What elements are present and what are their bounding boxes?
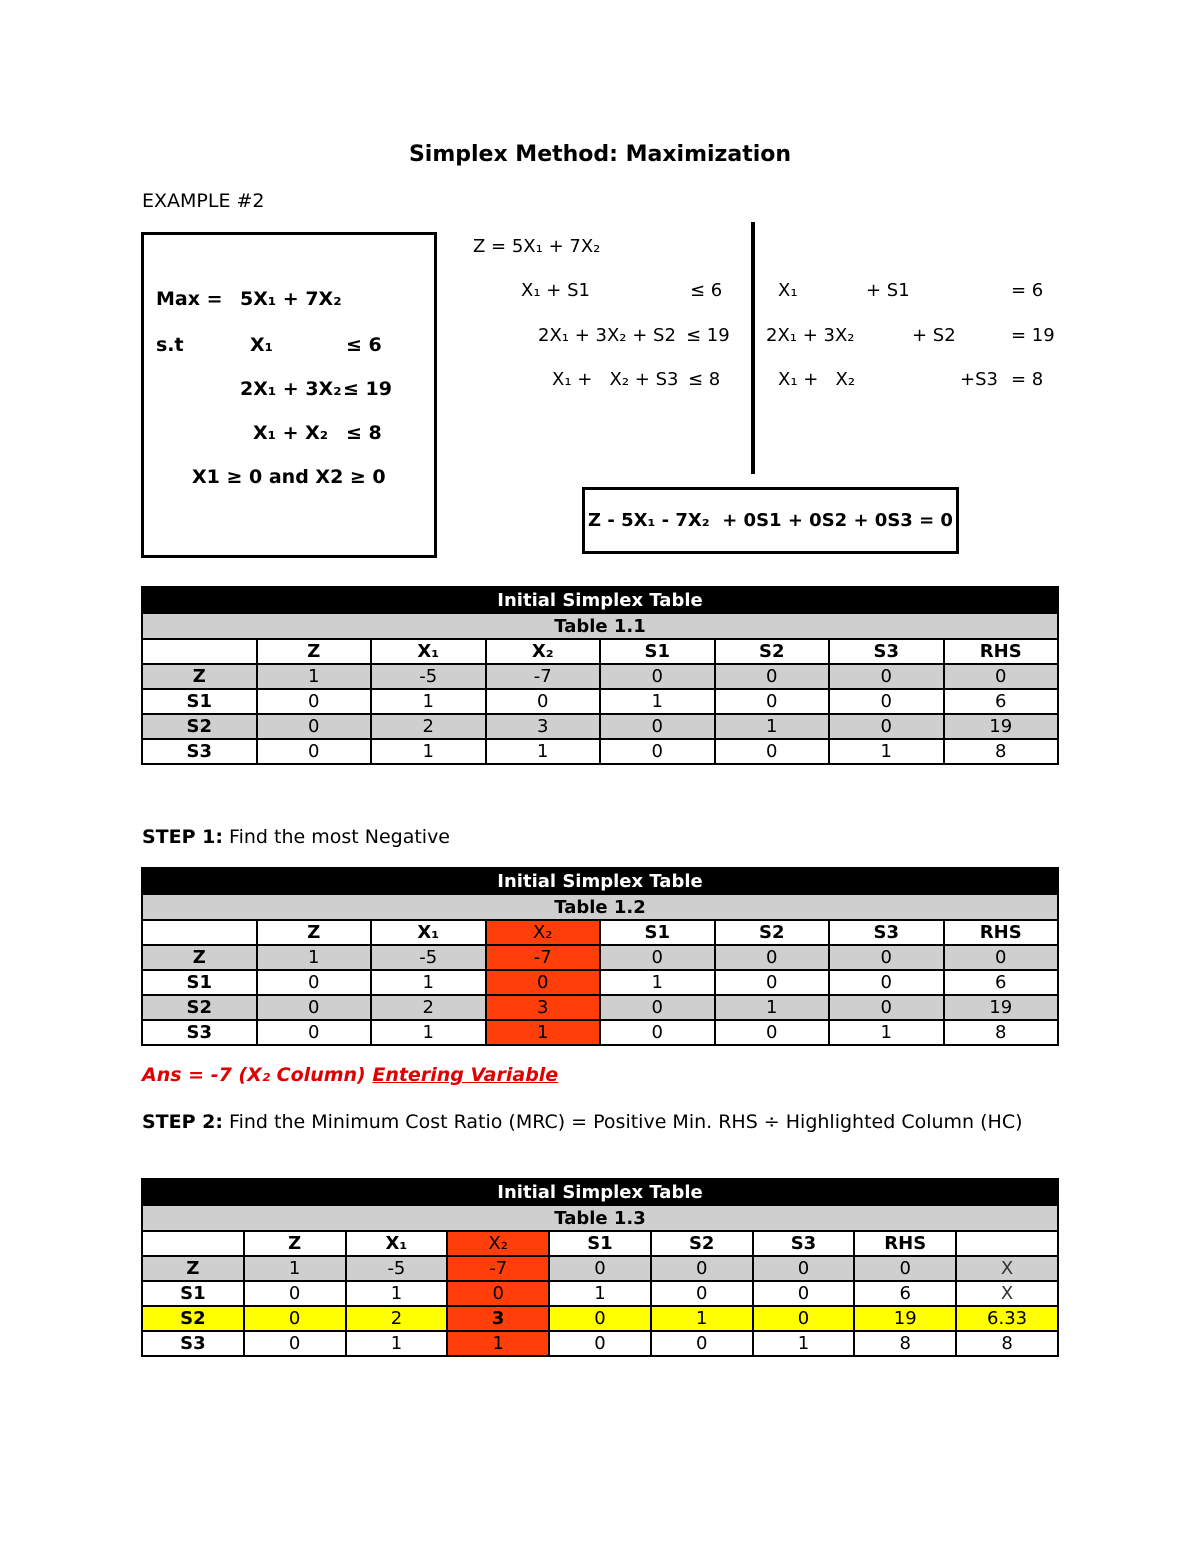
cell: 2 (371, 995, 486, 1020)
cell: 1 (486, 1020, 601, 1045)
std-row3-c: = 8 (1011, 369, 1044, 390)
cell: 0 (944, 664, 1059, 689)
constraint3-rhs: ≤ 8 (346, 422, 382, 444)
cell: 0 (549, 1331, 651, 1356)
cell: 0 (829, 970, 944, 995)
cell: 1 (244, 1256, 346, 1281)
cell: 0 (829, 714, 944, 739)
objective-label: Max = (156, 288, 223, 310)
header-cell (142, 639, 257, 664)
cell: 0 (829, 664, 944, 689)
std-row2-a: 2X₁ + 3X₂ (766, 325, 855, 346)
row-label: S2 (142, 714, 257, 739)
row-label: Z (142, 664, 257, 689)
ratio-cell: X (956, 1281, 1058, 1306)
cell: 0 (829, 995, 944, 1020)
row-label: S3 (142, 1331, 244, 1356)
cell: 0 (600, 945, 715, 970)
pivot-cell: 3 (447, 1306, 549, 1331)
row-label: S1 (142, 970, 257, 995)
cell: -7 (447, 1256, 549, 1281)
cell: 1 (715, 714, 830, 739)
cell: 1 (346, 1281, 448, 1306)
header-cell (142, 1231, 244, 1256)
step2-label: STEP 2: (142, 1111, 223, 1133)
cell: 0 (257, 714, 372, 739)
table-row (142, 739, 1058, 764)
cell: 8 (944, 1020, 1059, 1045)
cell: 19 (854, 1306, 956, 1331)
constraint2-rhs: ≤ 19 (343, 378, 392, 400)
header-cell: X₂ (486, 639, 601, 664)
row-label: S1 (142, 689, 257, 714)
cell: 2 (371, 714, 486, 739)
cell: 0 (715, 689, 830, 714)
header-cell: X₁ (346, 1231, 448, 1256)
header-cell (142, 920, 257, 945)
cell: 0 (600, 995, 715, 1020)
slack-line2-rhs: ≤ 19 (686, 325, 730, 346)
table-subcaption: Table 1.2 (142, 894, 1058, 920)
slack-line1-rhs: ≤ 6 (690, 280, 723, 301)
simplex-table-1-3 (141, 1178, 1059, 1357)
cell: 1 (371, 970, 486, 995)
cell: -5 (371, 945, 486, 970)
ratio-cell: 8 (956, 1331, 1058, 1356)
header-cell: S3 (829, 920, 944, 945)
cell: 1 (829, 1020, 944, 1045)
slack-line3: X₁ + X₂ + S3 (552, 369, 679, 390)
cell: 1 (371, 1020, 486, 1045)
cell: 0 (244, 1306, 346, 1331)
row-label: S2 (142, 995, 257, 1020)
cell: 0 (715, 739, 830, 764)
std-row3-b: +S3 (960, 369, 998, 390)
cell: 0 (549, 1256, 651, 1281)
cell: 3 (486, 714, 601, 739)
step1-text: Find the most Negative (222, 826, 451, 848)
cell: 1 (346, 1331, 448, 1356)
cell: 1 (600, 689, 715, 714)
cell: 0 (257, 995, 372, 1020)
header-cell: Z (257, 639, 372, 664)
cell: 1 (829, 739, 944, 764)
table-row (142, 970, 1058, 995)
table-row (142, 1020, 1058, 1045)
std-row1-a: X₁ (778, 280, 798, 301)
constraint1-rhs: ≤ 6 (346, 334, 382, 356)
cell: 0 (257, 739, 372, 764)
header-cell (956, 1231, 1058, 1256)
header-cell: S3 (829, 639, 944, 664)
ratio-cell: X (956, 1256, 1058, 1281)
cell: 0 (651, 1331, 753, 1356)
ratio-cell: 6.33 (956, 1306, 1058, 1331)
std-row2-b: + S2 (912, 325, 956, 346)
cell: 6 (944, 970, 1059, 995)
header-cell: S3 (753, 1231, 855, 1256)
cell: 3 (486, 995, 601, 1020)
cell: 0 (753, 1256, 855, 1281)
row-label: S3 (142, 739, 257, 764)
cell: 0 (829, 945, 944, 970)
cell: -5 (346, 1256, 448, 1281)
row-label: S3 (142, 1020, 257, 1045)
cell: 8 (854, 1331, 956, 1356)
cell: 1 (447, 1331, 549, 1356)
header-cell: X₁ (371, 920, 486, 945)
cell: 0 (600, 739, 715, 764)
cell: 0 (715, 664, 830, 689)
cell: 1 (486, 739, 601, 764)
cell: 0 (244, 1331, 346, 1356)
row-label: Z (142, 1256, 244, 1281)
cell: 8 (944, 739, 1059, 764)
cell: 0 (753, 1306, 855, 1331)
cell: 1 (371, 689, 486, 714)
table-caption: Initial Simplex Table (142, 587, 1058, 613)
cell: 19 (944, 714, 1059, 739)
pivot-row (142, 1306, 1058, 1331)
table-row (142, 1331, 1058, 1356)
simplex-table-1-1 (141, 586, 1059, 765)
cell: 0 (651, 1281, 753, 1306)
cell: 0 (944, 945, 1059, 970)
table-row (142, 995, 1058, 1020)
answer-note (142, 1064, 558, 1086)
cell: 1 (715, 995, 830, 1020)
step1-instruction (142, 826, 450, 848)
cell: 0 (257, 1020, 372, 1045)
simplex-table-1-2 (141, 867, 1059, 1046)
header-cell: S2 (715, 639, 830, 664)
header-cell: X₁ (371, 639, 486, 664)
std-row2-c: = 19 (1011, 325, 1055, 346)
row-label: S1 (142, 1281, 244, 1306)
header-cell: RHS (854, 1231, 956, 1256)
table-row (142, 689, 1058, 714)
cell: 1 (549, 1281, 651, 1306)
divider-line (751, 222, 755, 474)
cell: 6 (854, 1281, 956, 1306)
cell: 0 (257, 689, 372, 714)
std-row3-a: X₁ + X₂ (778, 369, 856, 390)
cell: 0 (447, 1281, 549, 1306)
header-cell: S2 (651, 1231, 753, 1256)
cell: -5 (371, 664, 486, 689)
table-caption: Initial Simplex Table (142, 868, 1058, 894)
slack-line2: 2X₁ + 3X₂ + S2 (538, 325, 676, 346)
cell: 1 (600, 970, 715, 995)
header-cell: RHS (944, 639, 1059, 664)
table-subcaption: Table 1.3 (142, 1205, 1058, 1231)
cell: 0 (753, 1281, 855, 1306)
cell: 1 (257, 664, 372, 689)
constraint3-lhs: X₁ + X₂ (253, 422, 329, 444)
header-cell: X₂ (486, 920, 601, 945)
row-label: Z (142, 945, 257, 970)
step2-text: Find the Minimum Cost Ratio (MRC) = Positive Min. RHS ÷ Highlighted Column (HC) (222, 1111, 1023, 1133)
row-label: S2 (142, 1306, 244, 1331)
cell: 0 (715, 970, 830, 995)
cell: 1 (753, 1331, 855, 1356)
step2-instruction (142, 1107, 1042, 1137)
table-subcaption: Table 1.1 (142, 613, 1058, 639)
cell: 0 (486, 970, 601, 995)
constraint1-lhs: X₁ (250, 334, 273, 356)
cell: 0 (600, 1020, 715, 1045)
header-cell: S2 (715, 920, 830, 945)
cell: 2 (346, 1306, 448, 1331)
header-cell: Z (257, 920, 372, 945)
header-cell: S1 (600, 639, 715, 664)
cell: 19 (944, 995, 1059, 1020)
z-equation: Z = 5X₁ + 7X₂ (473, 236, 601, 257)
header-cell: S1 (549, 1231, 651, 1256)
cell: 6 (944, 689, 1059, 714)
cell: 0 (486, 689, 601, 714)
table-row (142, 945, 1058, 970)
cell: 1 (257, 945, 372, 970)
cell: 0 (651, 1256, 753, 1281)
header-cell: RHS (944, 920, 1059, 945)
constraint2-lhs: 2X₁ + 3X₂ (240, 378, 342, 400)
table-row (142, 664, 1058, 689)
table-row (142, 1256, 1058, 1281)
std-row1-b: + S1 (866, 280, 910, 301)
st-label: s.t (156, 334, 184, 356)
z-row-equation-box (582, 487, 959, 554)
cell: 0 (600, 714, 715, 739)
cell: 0 (244, 1281, 346, 1306)
nonnegativity: X1 ≥ 0 and X2 ≥ 0 (192, 466, 386, 488)
cell: 0 (854, 1256, 956, 1281)
slack-line1: X₁ + S1 (521, 280, 590, 301)
header-cell: Z (244, 1231, 346, 1256)
entering-variable-label: Entering Variable (372, 1064, 559, 1086)
cell: 1 (651, 1306, 753, 1331)
z-row-equation: Z - 5X₁ - 7X₂ + 0S1 + 0S2 + 0S3 = 0 (588, 510, 953, 531)
cell: 1 (371, 739, 486, 764)
example-label: EXAMPLE #2 (142, 190, 265, 212)
cell: 0 (600, 664, 715, 689)
table-caption: Initial Simplex Table (142, 1179, 1058, 1205)
table-row (142, 714, 1058, 739)
cell: 0 (715, 1020, 830, 1045)
objective-expression: 5X₁ + 7X₂ (240, 288, 342, 310)
cell: -7 (486, 664, 601, 689)
cell: 0 (549, 1306, 651, 1331)
header-cell: S1 (600, 920, 715, 945)
slack-line3-rhs: ≤ 8 (688, 369, 721, 390)
cell: 0 (829, 689, 944, 714)
cell: 0 (257, 970, 372, 995)
step1-label: STEP 1: (142, 826, 223, 848)
table-row (142, 1281, 1058, 1306)
cell: 0 (715, 945, 830, 970)
page-title: Simplex Method: Maximization (408, 142, 792, 167)
header-cell: X₂ (447, 1231, 549, 1256)
answer-prefix: Ans = -7 (X₂ Column) (142, 1064, 373, 1086)
cell: -7 (486, 945, 601, 970)
std-row1-c: = 6 (1011, 280, 1044, 301)
